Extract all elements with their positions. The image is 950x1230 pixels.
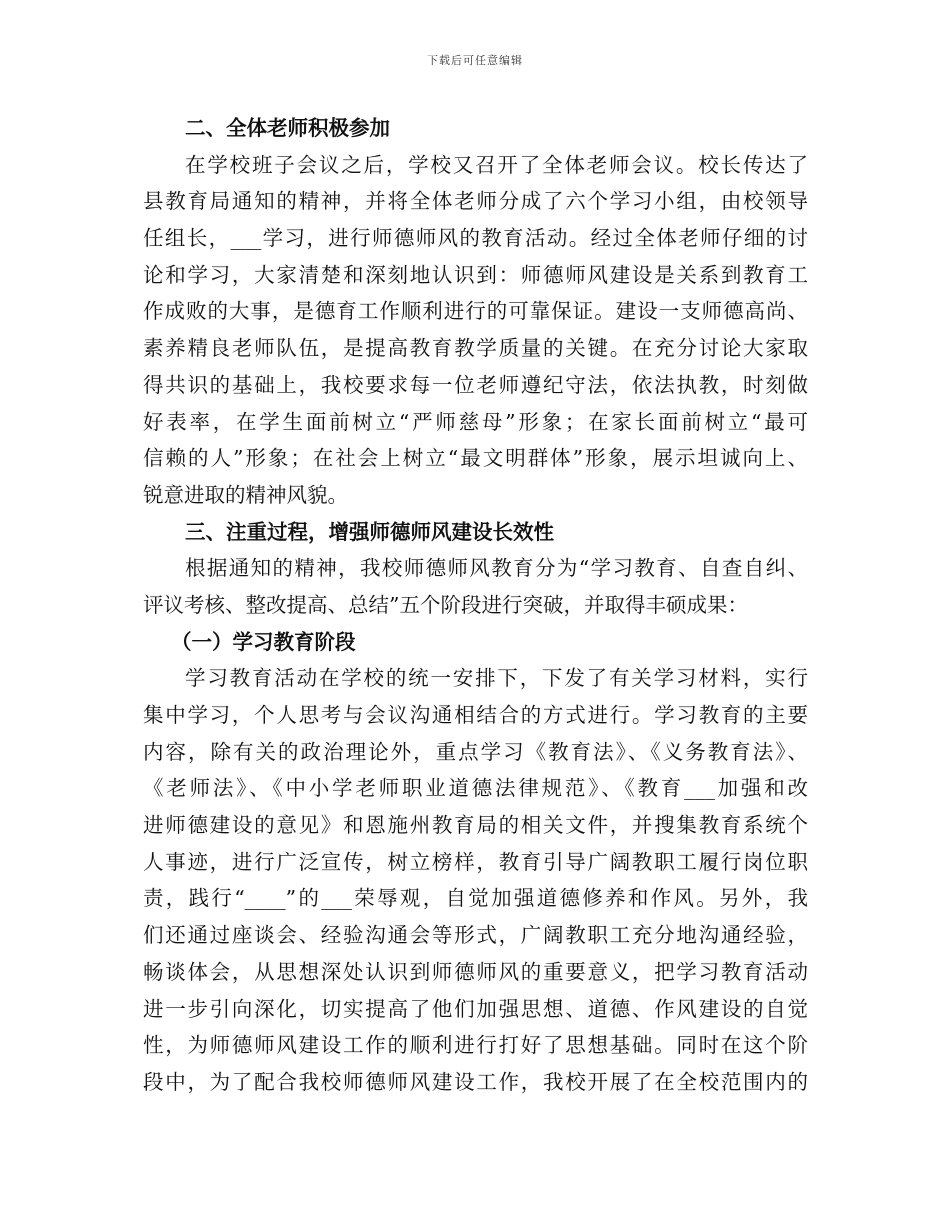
paragraph-line: 畅谈体会，从思想深处认识到师德师风的重要意义，把学习教育活动: [143, 959, 808, 984]
section-heading-3: 三、注重过程，增强师德师风建设长效性: [185, 519, 554, 544]
paragraph-line: 段中，为了配合我校师德师风建设工作，我校开展了在全校范围内的: [143, 1069, 808, 1094]
paragraph-line: 性，为师德师风建设工作的顺利进行打好了思想基础。同时在这个阶: [143, 1033, 808, 1058]
paragraph-line: 人事迹，进行广泛宣传，树立榜样，教育引导广阔教职工履行岗位职: [143, 849, 808, 874]
paragraph-line: 信赖的人”形象；在社会上树立“最文明群体”形象，展示坦诚向上、: [143, 446, 808, 471]
paragraph-line: 锐意进取的精神风貌。: [143, 482, 348, 507]
paragraph-line: 《老师法》、《中小学老师职业道德法律规范》、《教育___加强和改: [143, 776, 808, 801]
paragraph-line: 任组长，___学习，进行师德师风的教育活动。经过全体老师仔细的讨: [143, 226, 808, 251]
subsection-heading: （一）学习教育阶段: [171, 629, 356, 654]
paragraph-line: 责，践行“____”的___荣辱观，自觉加强道德修养和作风。另外，我: [143, 886, 808, 911]
page-header: 下载后可任意编辑: [427, 54, 523, 67]
paragraph-line: 内容，除有关的政治理论外，重点学习《教育法》、《义务教育法》、: [143, 739, 808, 764]
paragraph-line: 好表率，在学生面前树立“严师慈母”形象；在家长面前树立“最可: [143, 409, 808, 434]
paragraph-line: 根据通知的精神，我校师德师风教育分为“学习教育、自查自纠、: [185, 556, 808, 581]
paragraph-line: 县教育局通知的精神，并将全体老师分成了六个学习小组，由校领导: [143, 189, 808, 214]
paragraph-line: 学习教育活动在学校的统一安排下，下发了有关学习材料，实行: [185, 666, 808, 691]
paragraph-line: 集中学习，个人思考与会议沟通相结合的方式进行。学习教育的主要: [143, 703, 808, 727]
paragraph-line: 论和学习，大家清楚和深刻地认识到：师德师风建设是关系到教育工: [143, 262, 808, 287]
paragraph-line: 得共识的基础上，我校要求每一位老师遵纪守法，依法执教，时刻做: [143, 372, 808, 397]
paragraph-line: 在学校班子会议之后，学校又召开了全体老师会议。校长传达了: [185, 152, 808, 177]
paragraph-line: 作成败的大事，是德育工作顺利进行的可靠保证。建设一支师德高尚、: [143, 299, 808, 324]
section-heading-2: 二、全体老师积极参加: [185, 116, 390, 140]
paragraph-line: 们还通过座谈会、经验沟通会等形式，广阔教职工充分地沟通经验，: [143, 923, 808, 948]
paragraph-line: 评议考核、整改提高、总结”五个阶段进行突破，并取得丰硕成果：: [143, 592, 748, 617]
paragraph-line: 进一步引向深化，切实提高了他们加强思想、道德、作风建设的自觉: [143, 996, 808, 1021]
paragraph-line: 素养精良老师队伍，是提高教育教学质量的关键。在充分讨论大家取: [143, 336, 808, 361]
paragraph-line: 进师德建设的意见》和恩施州教育局的相关文件，并搜集教育系统个: [143, 813, 808, 838]
document-body: [143, 110, 808, 1101]
